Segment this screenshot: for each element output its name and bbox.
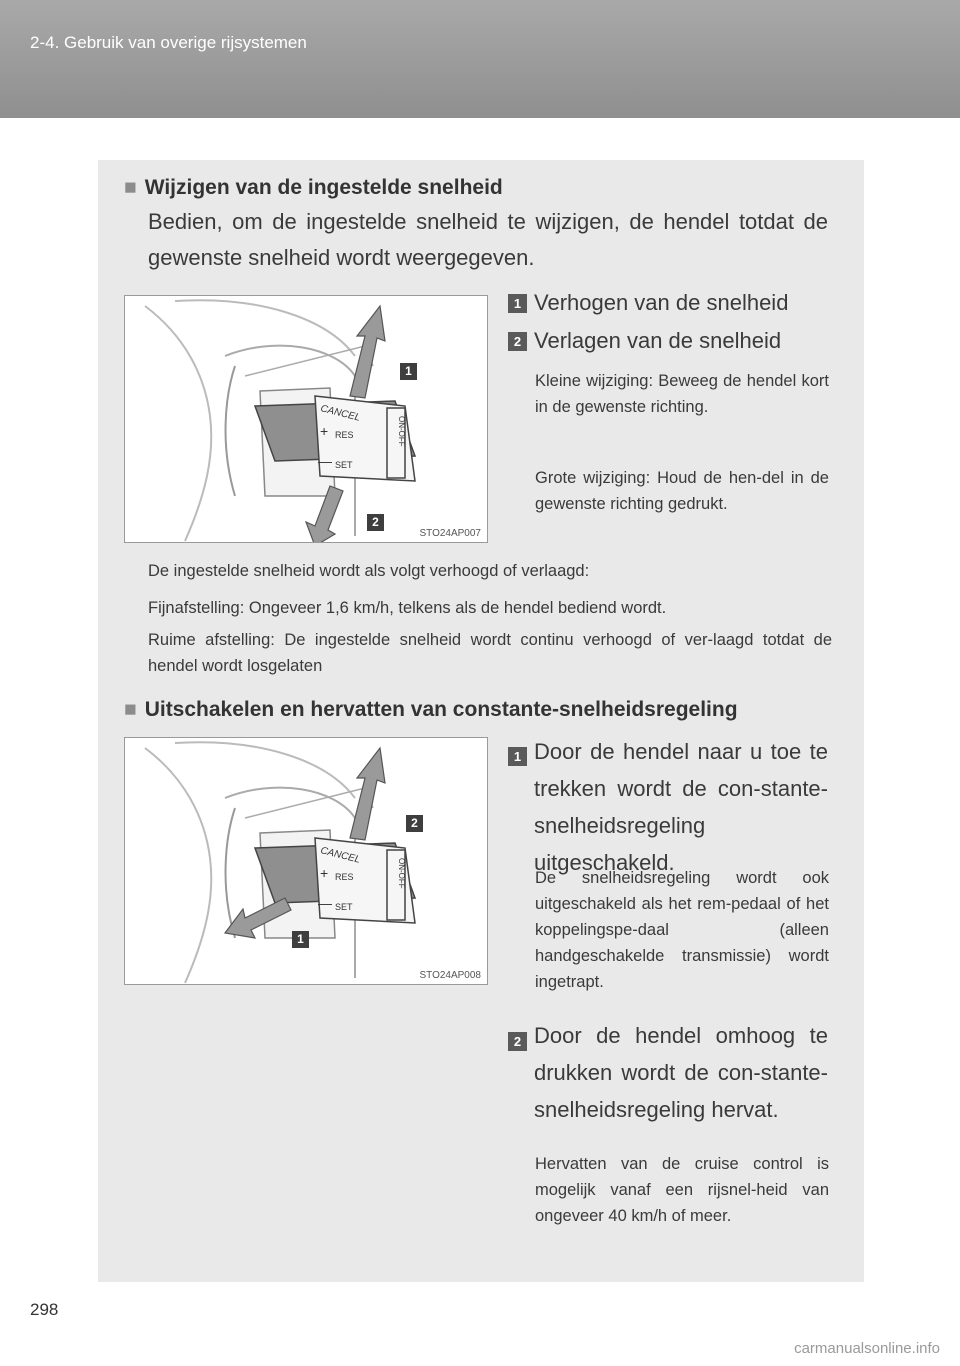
item-number-badge: 2 <box>508 332 527 351</box>
cancel-label: CANCEL <box>319 845 362 866</box>
set-label: SET <box>335 902 353 912</box>
section2-heading-text: Uitschakelen en hervatten van constante-snelheidsregeling <box>144 698 738 721</box>
section1-heading-text: Wijzigen van de ingestelde snelheid <box>144 176 503 199</box>
detail-intro: De ingestelde snelheid wordt als volgt verhoogd of verlaagd: <box>148 562 590 580</box>
square-bullet-icon: ■ <box>124 176 137 199</box>
callout-1: 1 <box>292 931 309 948</box>
note-cancel-pedal: De snelheidsregeling wordt ook uitgeschakeld als het rem-pedaal of het koppelingspe-daal (alleen handgeschakelde transmissie) wordt ingetrapt. <box>535 869 829 991</box>
note-large-change: Grote wijziging: Houd de hen-del in de gewenste richting gedrukt. <box>535 469 829 513</box>
minus-label: — <box>318 453 332 469</box>
up-arrow-icon <box>350 306 385 398</box>
item-number-badge: 2 <box>508 1032 527 1051</box>
note-resume-speed: Hervatten van de cruise control is mogelijk vanaf een rijsnel-heid van ongeveer 40 km/h of meer. <box>535 1155 829 1225</box>
item-increase-speed: Verhogen van de snelheid <box>534 290 789 315</box>
lever-illustration <box>125 296 488 543</box>
onoff-label: ON-OFF <box>397 416 406 447</box>
callout-2: 2 <box>406 815 423 832</box>
note-small-change: Kleine wijziging: Beweeg de hendel kort in de gewenste richting. <box>535 372 829 416</box>
item-number-badge: 1 <box>508 747 527 766</box>
detail-coarse: Ruime afstelling: De ingestelde snelheid wordt continu verhoogd of ver-laagd totdat de hendel wordt losgelaten <box>148 631 832 675</box>
figure-speed-lever <box>124 295 488 543</box>
plus-label: + <box>320 865 329 881</box>
section2-heading <box>124 698 738 722</box>
res-label: RES <box>335 430 354 440</box>
item-resume-cruise: Door de hendel omhoog te drukken wordt de con-stante-snelheidsregeling hervat. <box>534 1023 828 1122</box>
minus-label: — <box>318 895 332 911</box>
figure-cancel-lever <box>124 737 488 985</box>
square-bullet-icon: ■ <box>124 698 137 721</box>
cancel-label: CANCEL <box>319 403 362 424</box>
section1-intro: Bedien, om de ingestelde snelheid te wijzigen, de hendel totdat de gewenste snelheid wordt weergegeven. <box>148 209 828 270</box>
res-label: RES <box>335 872 354 882</box>
set-label: SET <box>335 460 353 470</box>
item-cancel-cruise: Door de hendel naar u toe te trekken wordt de con-stante-snelheidsregeling uitgeschakeld. <box>534 739 828 875</box>
page-header <box>0 0 960 118</box>
up-arrow-icon <box>350 748 385 840</box>
item-number-badge: 1 <box>508 294 527 313</box>
callout-1: 1 <box>400 363 417 380</box>
page-number: 298 <box>30 1300 59 1319</box>
chapter-title: 2-4. Gebruik van overige rijsystemen <box>30 33 307 52</box>
item-decrease-speed: Verlagen van de snelheid <box>534 328 782 353</box>
plus-label: + <box>320 423 329 439</box>
figure-code: STO24AP008 <box>419 970 481 981</box>
figure-code: STO24AP007 <box>419 528 481 539</box>
onoff-label: ON-OFF <box>397 858 406 889</box>
watermark: carmanualsonline.info <box>794 1340 940 1357</box>
section1-heading <box>124 176 503 200</box>
detail-fine: Fijnafstelling: Ongeveer 1,6 km/h, telkens als de hendel bediend wordt. <box>148 599 667 617</box>
content-panel <box>98 160 864 1282</box>
callout-2: 2 <box>367 514 384 531</box>
